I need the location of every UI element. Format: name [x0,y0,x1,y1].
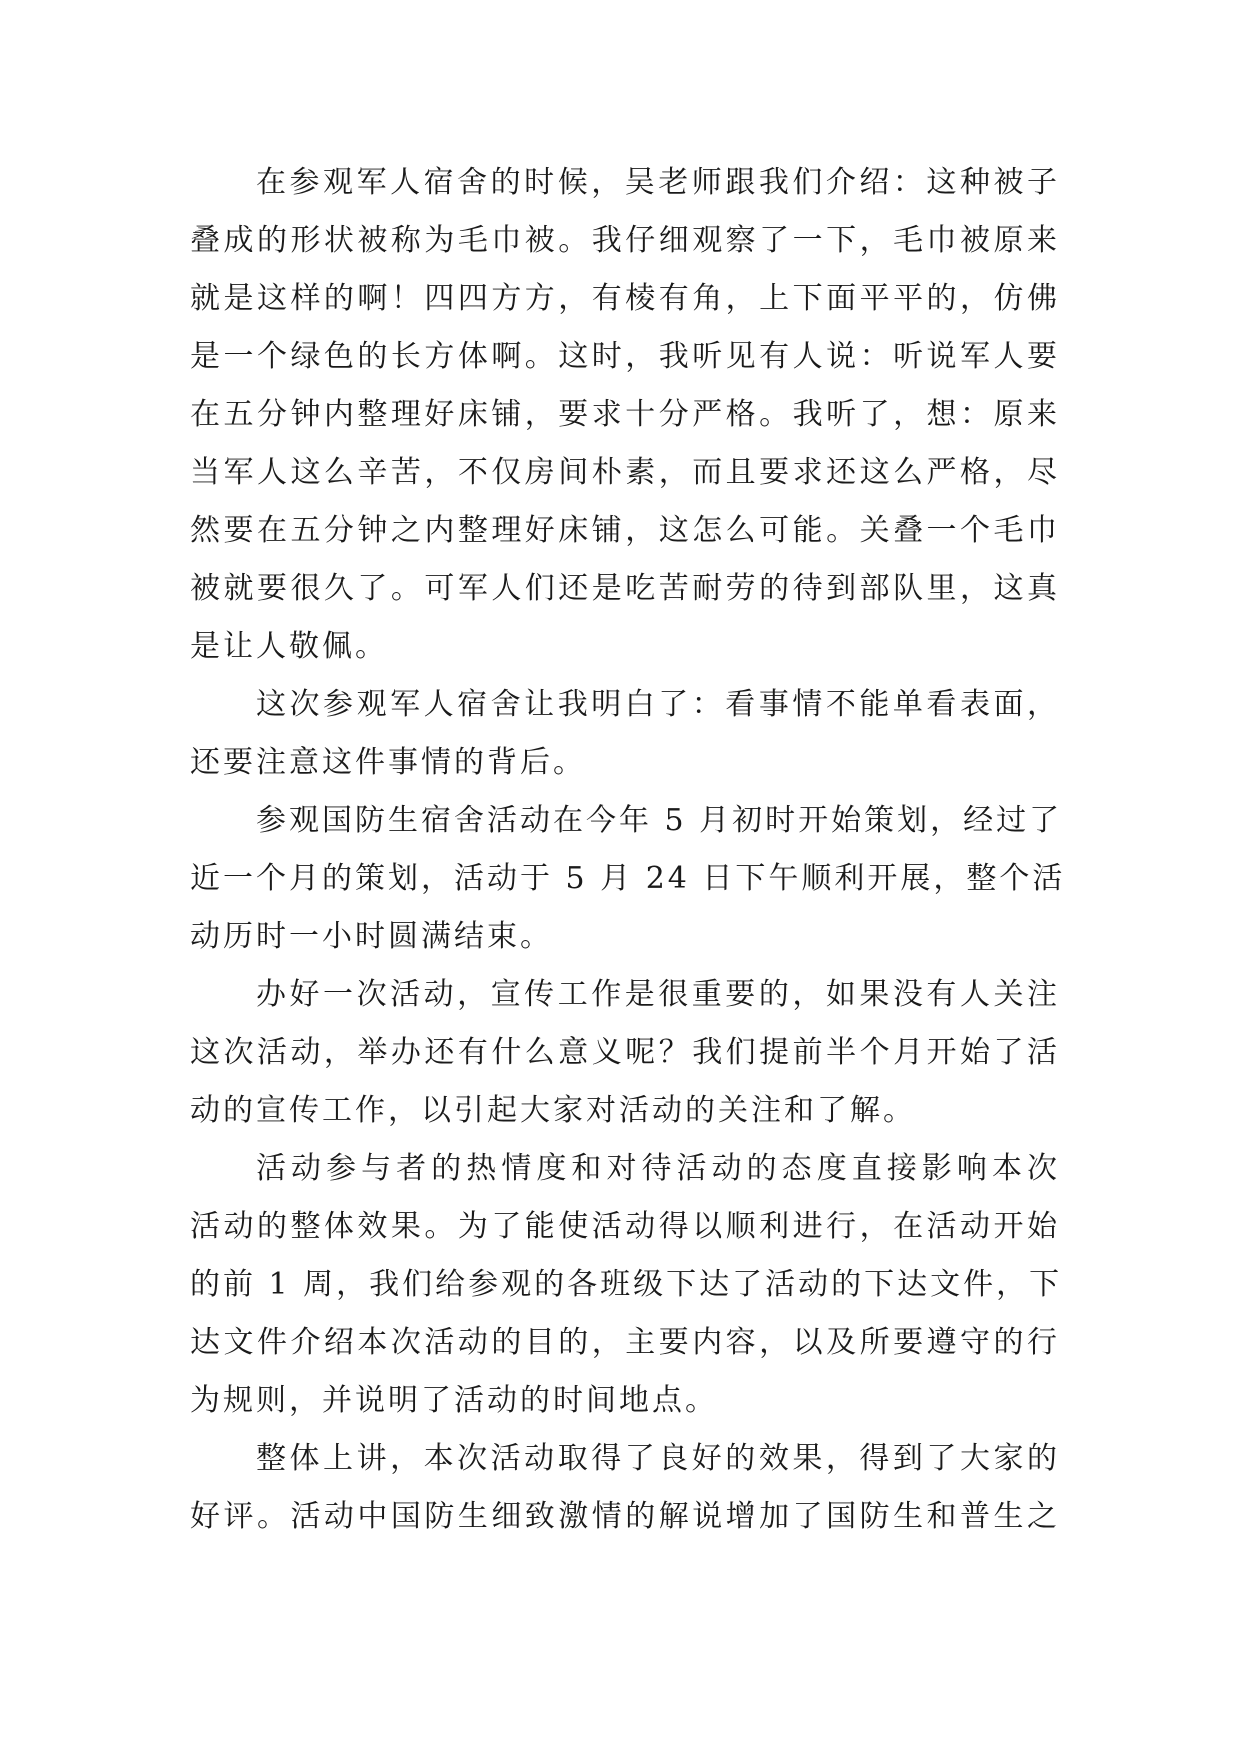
text-line: 就是这样的啊！四四方方，有棱有角，上下面平平的，仿佛 [190,281,1060,316]
paragraph [190,1430,1060,1546]
text-line: 是一个绿色的长方体啊。这时，我听见有人说：听说军人要 [190,339,1060,374]
text-line: 这次活动，举办还有什么意义呢？我们提前半个月开始了活 [190,1035,1060,1070]
paragraph [190,676,1060,792]
text-line: 是让人敬佩。 [190,629,388,664]
text-line: 当军人这么辛苦，不仅房间朴素，而且要求还这么严格，尽 [190,455,1060,490]
text-line: 好评。活动中国防生细致激情的解说增加了国防生和普生之 [190,1499,1060,1534]
paragraph [190,792,1066,966]
paragraph [190,966,1060,1140]
text-line: 在五分钟内整理好床铺，要求十分严格。我听了，想：原来 [190,397,1060,432]
paragraph [190,1140,1063,1430]
text-line: 动的宣传工作，以引起大家对活动的关注和了解。 [190,1093,916,1128]
text-line: 参观国防生宿舍活动在今年 5 月初时开始策划，经过了 [256,803,1063,838]
text-line: 办好一次活动，宣传工作是很重要的，如果没有人关注 [256,977,1060,1012]
text-line: 达文件介绍本次活动的目的，主要内容，以及所要遵守的行 [190,1325,1060,1360]
paragraph [190,154,1060,676]
text-line: 近一个月的策划，活动于 5 月 24 日下午顺利开展，整个活 [190,861,1066,896]
text-line: 在参观军人宿舍的时候，吴老师跟我们介绍：这种被子 [256,165,1060,200]
text-line: 被就要很久了。可军人们还是吃苦耐劳的待到部队里，这真 [190,571,1060,606]
document-body [190,154,1066,1546]
text-line: 动历时一小时圆满结束。 [190,919,553,954]
text-line: 的前 1 周，我们给参观的各班级下达了活动的下达文件，下 [190,1267,1063,1302]
text-line: 为规则，并说明了活动的时间地点。 [190,1383,718,1418]
text-line: 还要注意这件事情的背后。 [190,745,586,780]
text-line: 活动的整体效果。为了能使活动得以顺利进行，在活动开始 [190,1209,1060,1244]
text-line: 活动参与者的热情度和对待活动的态度直接影响本次 [256,1151,1060,1186]
text-line: 整体上讲，本次活动取得了良好的效果，得到了大家的 [256,1441,1060,1476]
text-line: 叠成的形状被称为毛巾被。我仔细观察了一下，毛巾被原来 [190,223,1060,258]
text-line: 这次参观军人宿舍让我明白了：看事情不能单看表面， [256,687,1060,722]
text-line: 然要在五分钟之内整理好床铺，这怎么可能。关叠一个毛巾 [190,513,1060,548]
